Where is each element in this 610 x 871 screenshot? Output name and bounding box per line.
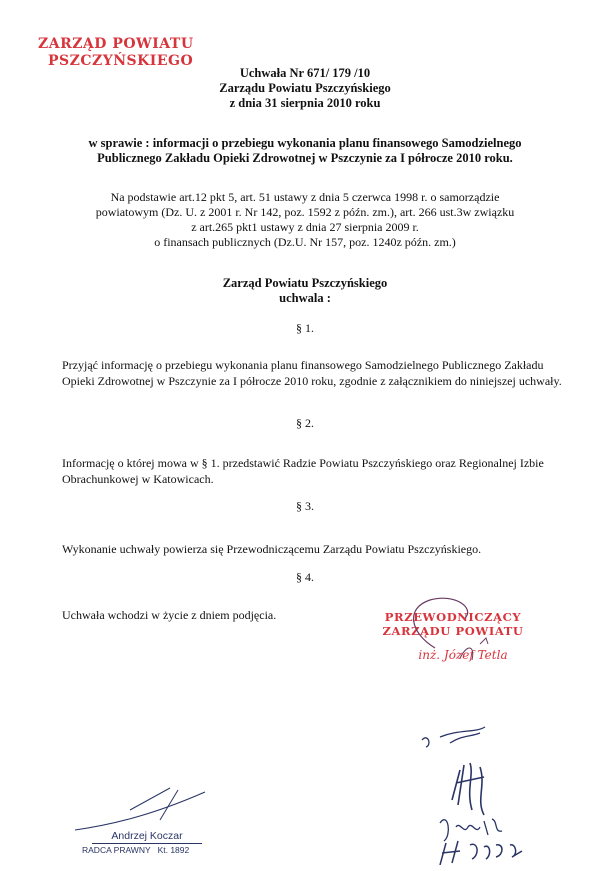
legal-basis-line4: o finansach publicznych (Dz.U. Nr 157, poz. 1240z późn. zm.) (154, 235, 456, 249)
resolves-board: Zarząd Powiatu Pszczyńskiego (222, 276, 388, 290)
legal-counsel-title: RADCA PRAWNY Kt. 1892 (82, 845, 190, 855)
section-text-2: Informację o której mowa w § 1. przedstawić Radzie Powiatu Pszczyńskiego oraz Regionalnej Izbie Obrachunkowej w Katowicach. (62, 456, 544, 486)
subject-line1: w sprawie : informacji o przebiegu wykonania planu finansowego Samodzielnego (88, 136, 522, 150)
stamp-board-line2: PSZCZYŃSKIEGO (48, 53, 194, 69)
legal-basis-line1: Na podstawie art.12 pkt 5, art. 51 ustawy z dnia 5 czerwca 1998 r. o samorządzie (110, 190, 500, 204)
section-text-1: Przyjąć informację o przebiegu wykonania planu finansowego Samodzielnego Publicznego Zakładu Opieki Zdrowotnej w Pszczynie za I półrocze 2010 roku, zgodnie z załącznikiem do niniejszej uchwały. (62, 358, 562, 388)
section-text-4: Uchwała wchodzi w życie z dniem podjęcia. (62, 608, 277, 622)
stamp-board-line1: ZARZĄD POWIATU (38, 36, 194, 52)
legal-counsel-stamp (82, 830, 212, 855)
legal-basis-line3: z art.265 pkt1 ustawy z dnia 27 sierpnia 2009 r. (191, 220, 419, 234)
resolution-number: Uchwała Nr 671/ 179 /10 (239, 66, 371, 80)
resolution-subject (0, 136, 610, 166)
stamp-board-name (38, 36, 194, 70)
legal-basis (0, 190, 610, 250)
resolution-board: Zarządu Powiatu Pszczyńskiego (219, 81, 391, 95)
resolves-heading (0, 276, 610, 306)
section-mark-4: § 4. (296, 570, 314, 584)
subject-line2: Publicznego Zakładu Opieki Zdrowotnej w Pszczynie za I półrocze 2010 roku. (97, 151, 513, 165)
chairman-board: ZARZĄDU POWIATU (382, 624, 524, 638)
section-mark-2: § 2. (296, 416, 314, 430)
chairman-title: PRZEWODNICZĄCY (384, 610, 522, 624)
section-mark-1: § 1. (296, 321, 314, 335)
chairman-name: inż. Józef Tetla (418, 648, 508, 662)
resolves-verb: uchwala : (279, 291, 331, 305)
chairman-signature (360, 588, 530, 668)
resolution-header (0, 66, 610, 111)
section-mark-3: § 3. (296, 499, 314, 513)
legal-counsel-name: Andrzej Koczar (111, 830, 183, 842)
resolution-date: z dnia 31 sierpnia 2010 roku (229, 96, 381, 110)
section-text-3: Wykonanie uchwały powierza się Przewodniczącemu Zarządu Powiatu Pszczyńskiego. (62, 542, 482, 556)
legal-basis-line2: powiatowym (Dz. U. z 2001 r. Nr 142, poz. 1592 z późn. zm.), art. 266 ust.3w związku (95, 205, 515, 219)
board-signatures (400, 715, 590, 865)
